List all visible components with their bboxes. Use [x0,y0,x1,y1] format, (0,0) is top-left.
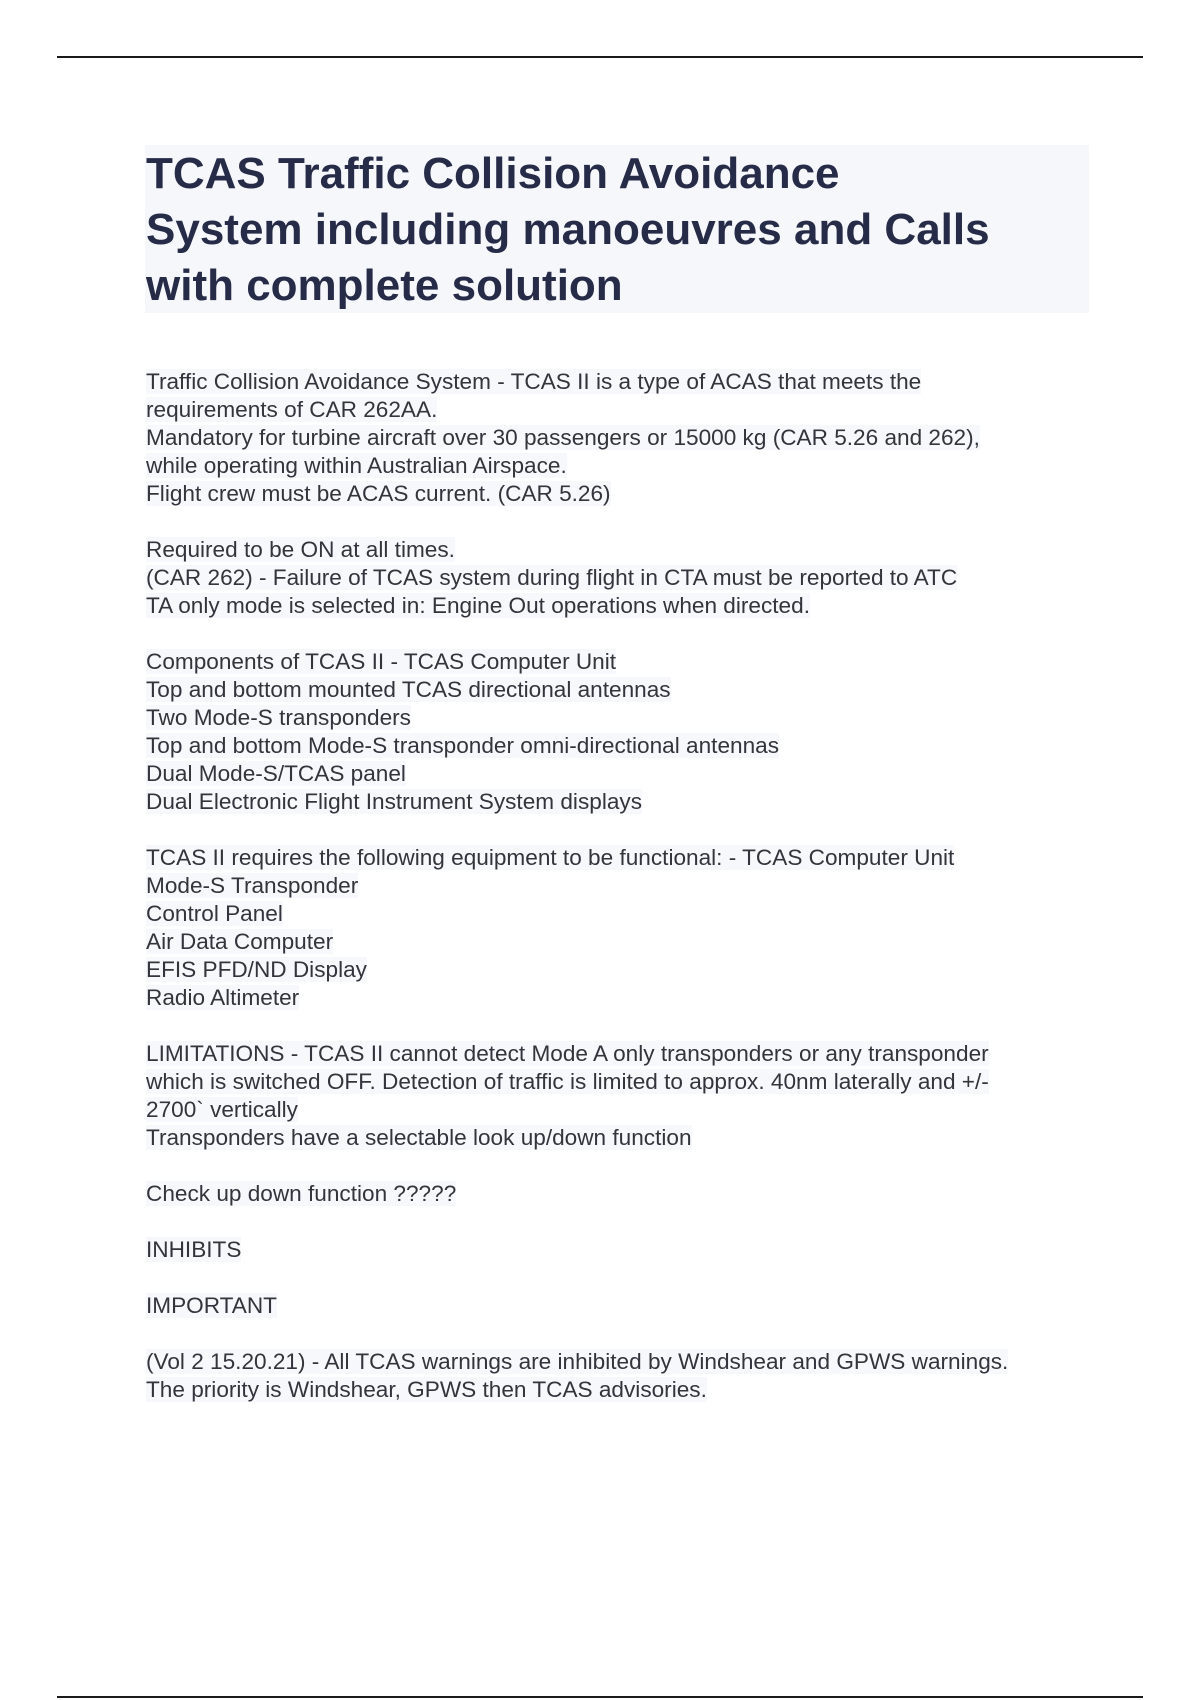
text-line [146,592,1136,620]
text-line [146,984,1136,1012]
text-line [146,704,1136,732]
text-line-content: Radio Altimeter [146,985,300,1010]
text-line-content: TA only mode is selected in: Engine Out operations when directed. [146,593,810,618]
text-line-content: The priority is Windshear, GPWS then TCAS advisories. [146,1377,707,1402]
paragraph [146,1292,1136,1320]
text-line-content: Dual Mode-S/TCAS panel [146,761,406,786]
text-line [146,396,1136,424]
text-line [146,424,1136,452]
text-line [146,564,1136,592]
text-line [146,480,1136,508]
text-line-content: Required to be ON at all times. [146,537,455,562]
text-line-content: Check up down function ????? [146,1181,457,1206]
title-line: System including manoeuvres and Calls [146,205,990,254]
text-line-content: (Vol 2 15.20.21) - All TCAS warnings are inhibited by Windshear and GPWS warnings. [146,1349,1009,1374]
text-line-content: 2700` vertically [146,1097,298,1122]
text-line-content: IMPORTANT [146,1293,277,1318]
text-line [146,1180,1136,1208]
text-line [146,648,1136,676]
text-line-content: EFIS PFD/ND Display [146,957,367,982]
paragraph [146,648,1136,816]
text-line [146,1096,1136,1124]
text-line [146,732,1136,760]
text-line-content: Mode-S Transponder [146,873,359,898]
text-line-content: Two Mode-S transponders [146,705,411,730]
text-line [146,928,1136,956]
text-line [146,1040,1136,1068]
text-line-content: Mandatory for turbine aircraft over 30 passengers or 15000 kg (CAR 5.26 and 262), [146,425,980,450]
text-line [146,1124,1136,1152]
text-line-content: Air Data Computer [146,929,334,954]
paragraph [146,368,1136,508]
paragraph [146,1040,1136,1152]
text-line-content: Control Panel [146,901,283,926]
text-line-content: Dual Electronic Flight Instrument System displays [146,789,642,814]
text-line-content: requirements of CAR 262AA. [146,397,438,422]
text-line-content: Components of TCAS II - TCAS Computer Unit [146,649,617,674]
document-body [146,368,1136,1432]
text-line-content: Flight crew must be ACAS current. (CAR 5.26) [146,481,611,506]
text-line-content: which is switched OFF. Detection of traffic is limited to approx. 40nm laterally and +/- [146,1069,989,1094]
title-line: with complete solution [146,261,623,310]
text-line [146,1068,1136,1096]
paragraph [146,1236,1136,1264]
text-line-content: Top and bottom Mode-S transponder omni-directional antennas [146,733,779,758]
text-line [146,452,1136,480]
paragraph [146,844,1136,1012]
text-line [146,676,1136,704]
text-line [146,368,1136,396]
text-line-content: while operating within Australian Airspace. [146,453,567,478]
top-rule [57,56,1143,58]
text-line-content: Top and bottom mounted TCAS directional antennas [146,677,671,702]
bottom-rule [57,1696,1143,1698]
title-line: TCAS Traffic Collision Avoidance [146,149,840,198]
text-line-content: (CAR 262) - Failure of TCAS system during flight in CTA must be reported to ATC [146,565,958,590]
text-line [146,872,1136,900]
paragraph [146,1180,1136,1208]
document-title [146,146,1106,314]
paragraph [146,1348,1136,1404]
text-line-content: TCAS II requires the following equipment to be functional: - TCAS Computer Unit [146,845,955,870]
text-line [146,788,1136,816]
text-line [146,1376,1136,1404]
text-line [146,956,1136,984]
text-line-content: LIMITATIONS - TCAS II cannot detect Mode A only transponders or any transponder [146,1041,989,1066]
text-line [146,536,1136,564]
text-line [146,900,1136,928]
text-line [146,1348,1136,1376]
paragraph [146,536,1136,620]
text-line-content: Transponders have a selectable look up/down function [146,1125,692,1150]
text-line [146,1292,1136,1320]
text-line [146,1236,1136,1264]
text-line [146,844,1136,872]
text-line-content: INHIBITS [146,1237,242,1262]
text-line [146,760,1136,788]
text-line-content: Traffic Collision Avoidance System - TCAS II is a type of ACAS that meets the [146,369,922,394]
